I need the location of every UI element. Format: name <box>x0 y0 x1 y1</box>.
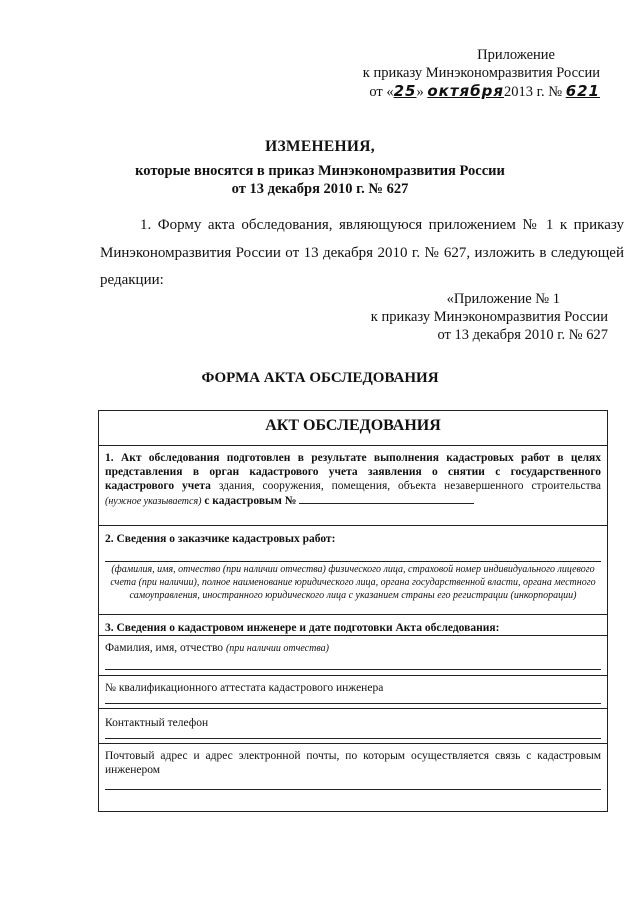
form-title: ФОРМА АКТА ОБСЛЕДОВАНИЯ <box>201 370 439 386</box>
cadastral-number-field[interactable] <box>299 493 474 504</box>
changes-subtitle: которые вносятся в приказ Минэкономразвития России <box>135 163 505 179</box>
row-divider <box>99 614 607 615</box>
field-full-name: Фамилия, имя, отчество (при наличии отчества) <box>105 642 329 654</box>
appendix-order-ref: к приказу Минэкономразвития России <box>362 65 600 81</box>
row-divider <box>99 635 607 636</box>
address-input-line[interactable] <box>105 789 601 790</box>
customer-info-note: (фамилия, имя, отчество (при наличии отчества) физического лица, страховой номер индивидуального лицевого счета (при наличии), полное наименование юридического лица, органа государственной власти, органа местного самоуправления, иностранного юридического лица с указанием страны его регистрации (инкорпорации) <box>110 564 596 601</box>
field-postal-email-address: Почтовый адрес и адрес электронной почты, по которым осуществляется связь с кадастровым инженером <box>105 750 601 776</box>
appendix-header <box>300 46 600 101</box>
field-contact-phone: Контактный телефон <box>105 717 209 729</box>
field-certificate-number: № квалификационного аттестата кадастрового инженера <box>105 682 384 694</box>
customer-info-field[interactable] <box>105 561 601 562</box>
row-divider <box>99 445 607 446</box>
changes-title: ИЗМЕНЕНИЯ, <box>265 138 375 155</box>
full-name-input-line[interactable] <box>105 669 601 670</box>
appendix-date-line: от «25» октября2013 г. № 621 <box>369 82 600 100</box>
handwritten-month: октября <box>427 82 505 100</box>
row-divider <box>99 708 607 709</box>
appendix-one-header: «Приложение № 1 к приказу Минэкономразвития России от 13 декабря 2010 г. № 627 <box>370 291 608 343</box>
section-1: 1. Акт обследования подготовлен в результате выполнения кадастровых работ в целях представления в орган кадастрового учета заявления о снятии с государственного кадастрового учета здания, сооружения, помещения, объекта незавершенного строительства (нужное указывается) с кадастровым № <box>105 452 601 507</box>
act-form-table <box>98 410 608 812</box>
section-3-title: 3. Сведения о кадастровом инженере и дате подготовки Акта обследования: <box>105 622 500 634</box>
appendix-year: 2013 г. № <box>504 84 563 100</box>
act-header: АКТ ОБСЛЕДОВАНИЯ <box>265 417 441 434</box>
row-divider <box>99 743 607 744</box>
row-divider <box>99 675 607 676</box>
section-2-title: 2. Сведения о заказчике кадастровых работ: <box>105 533 336 545</box>
appendix-label: Приложение <box>477 47 555 63</box>
phone-input-line[interactable] <box>105 738 601 739</box>
row-divider <box>99 525 607 526</box>
handwritten-number: 621 <box>565 82 600 100</box>
body-paragraph: 1. Форму акта обследования, являющуюся приложением № 1 к приказу Минэкономразвития России от 13 декабря 2010 г. № 627, изложить в следующей редакции: <box>100 217 624 288</box>
changes-subtitle-date: от 13 декабря 2010 г. № 627 <box>231 181 409 197</box>
certificate-input-line[interactable] <box>105 703 601 704</box>
handwritten-day: 25 <box>393 82 417 100</box>
